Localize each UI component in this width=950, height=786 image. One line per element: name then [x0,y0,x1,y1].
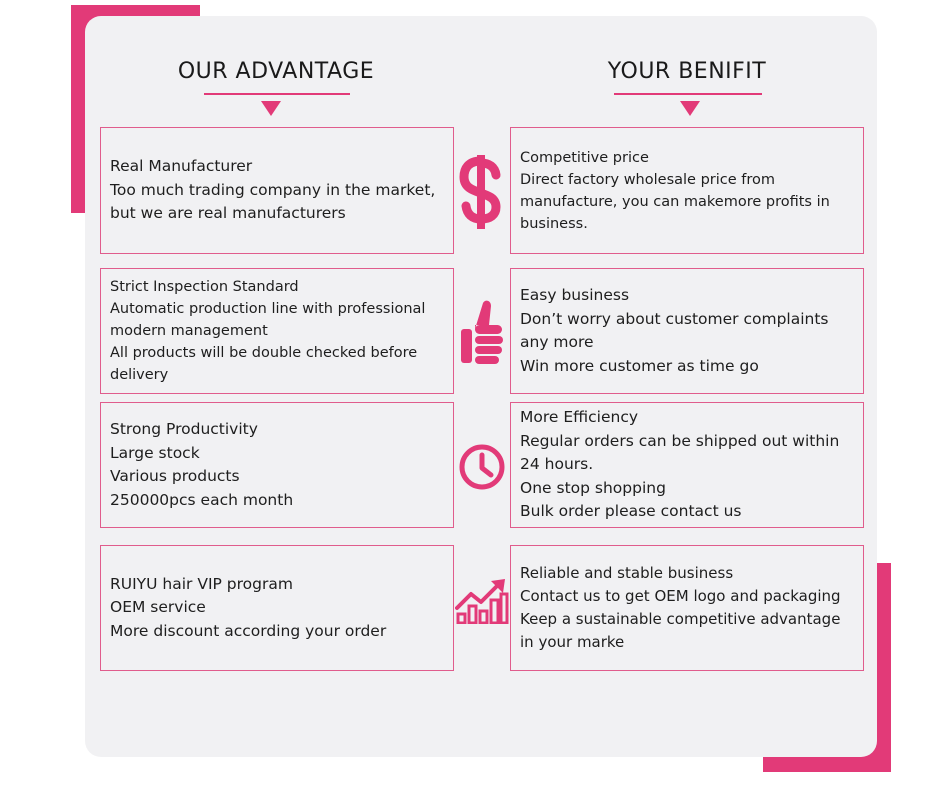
thumbs-up-icon [458,299,506,367]
advantage-card-manufacturer [100,127,454,254]
card-line: in your marke [520,633,625,651]
card-title: Reliable and stable business [520,564,734,582]
card-line: 24 hours. [520,455,594,474]
card-title: Competitive price [520,149,649,166]
card-line: any more [520,333,594,351]
our-advantage-heading: OUR ADVANTAGE [177,59,375,84]
card-line: Direct factory wholesale price from [520,171,776,188]
advantage-card-productivity [100,402,454,528]
card-line: Don’t worry about customer complaints [520,309,829,328]
card-title: Strong Productivity [110,420,258,438]
down-triangle-icon [261,101,281,116]
card-line: 250000pcs each month [110,490,294,509]
card-line: manufacture, you can makemore profits in [520,193,830,210]
card-line: Various products [110,467,240,485]
heading-underline-right [614,93,762,95]
card-line: Automatic production line with professional [110,301,426,317]
card-line: Too much trading company in the market, [110,180,436,199]
card-line: but we are real manufacturers [110,204,346,223]
dollar-icon [458,155,504,229]
growth-chart-icon [455,578,509,624]
your-benefit-heading: YOUR BENIFIT [607,59,767,84]
card-title: Strict Inspection Standard [110,279,299,295]
card-line: business. [520,215,588,232]
down-triangle-icon [680,101,700,116]
benefit-card-competitive-price [510,127,864,254]
card-line: One stop shopping [520,478,666,497]
heading-underline-left [204,93,350,95]
card-line: Regular orders can be shipped out within [520,431,840,450]
card-title: RUIYU hair VIP program [110,574,293,593]
card-line: OEM service [110,598,206,617]
card-line: Keep a sustainable competitive advantage [520,610,841,628]
card-title: More Efficiency [520,408,639,427]
card-title: Real Manufacturer [110,157,253,176]
card-line: Large stock [110,443,200,462]
card-line: All products will be double checked before [110,345,418,361]
clock-icon [457,442,507,492]
benefit-card-reliable-business [510,545,864,671]
card-title: Easy business [520,286,630,304]
card-line: delivery [110,367,169,383]
card-line: Win more customer as time go [520,356,759,375]
advantage-card-vip-program [100,545,454,671]
card-line: More discount according your order [110,621,387,640]
benefit-card-efficiency [510,402,864,528]
card-line: Contact us to get OEM logo and packaging [520,587,841,605]
card-line: Bulk order please contact us [520,502,742,521]
advantage-card-inspection [100,268,454,394]
card-line: modern management [110,323,268,339]
benefit-card-easy-business [510,268,864,394]
